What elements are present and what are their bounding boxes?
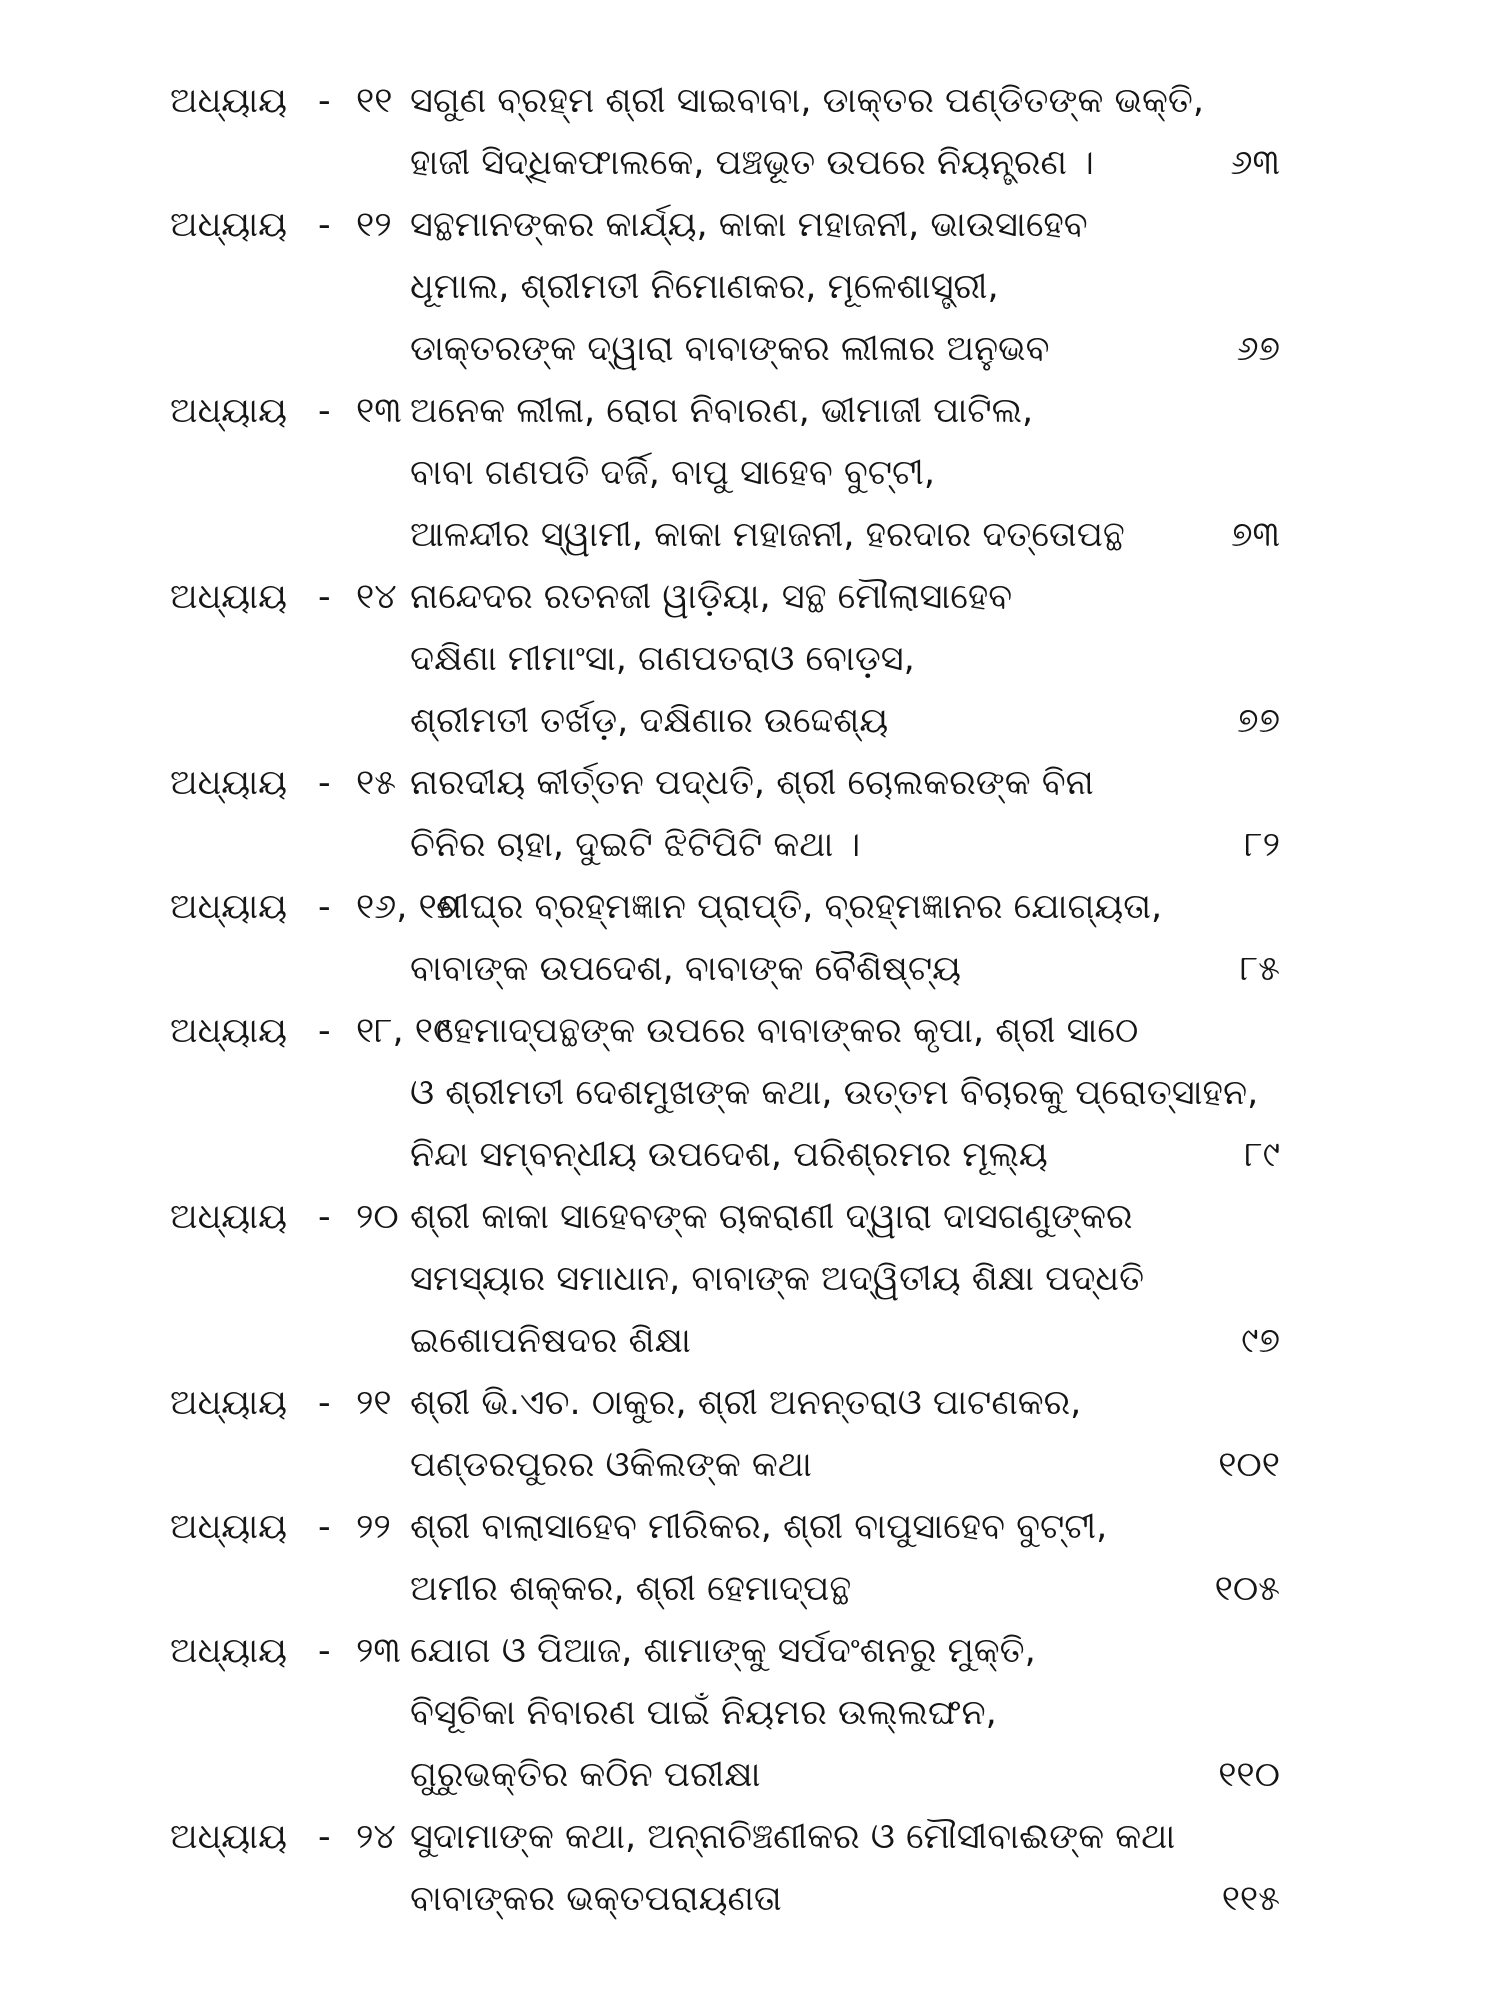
page-number: ୧୦୫: [1214, 1569, 1280, 1609]
page-number: ୬୩: [1230, 143, 1280, 183]
chapter-topics: [410, 1186, 1280, 1372]
chapter-label: [0, 380, 410, 566]
chapter-word: ଅଧ୍ୟାୟ: [170, 1507, 288, 1547]
chapter-entry: [0, 194, 1500, 380]
topic-line: ବାବାଙ୍କ ଉପଦେଶ, ବାବାଙ୍କ ବୈଶିଷ୍ଟ୍ୟ ୮୫: [410, 938, 1280, 1000]
chapter-topics: [410, 70, 1280, 194]
topic-line: ଚିନିର ଚାହା, ଦୁଇଟି ଝିଟିପିଟି କଥା । ୮୨: [410, 814, 1280, 876]
topic-line: ଶ୍ରୀମତୀ ତର୍ଖଡ଼, ଦକ୍ଷିଣାର ଉଦ୍ଦେଶ୍ୟ ୭୭: [410, 690, 1280, 752]
chapter-dash: -: [318, 1383, 331, 1423]
topic-line: ଯୋଗ ଓ ପିଆଜ, ଶାମାଙ୍କୁ ସର୍ପଦଂଶନରୁ ମୁକ୍ତି,: [410, 1631, 1036, 1671]
chapter-label: [0, 1000, 451, 1186]
topic-line: ଧୂମାଲ, ଶ୍ରୀମତୀ ନିମୋଣକର, ମୂଳେଶାସ୍ତ୍ରୀ,: [410, 267, 999, 307]
chapter-topics: [410, 1000, 1280, 1186]
topic-line: ଅମୀର ଶକ୍କର, ଶ୍ରୀ ହେମାଦ୍‌ପନ୍ଥ ୧୦୫: [410, 1558, 1280, 1620]
topic-line: ଡାକ୍ତରଙ୍କ ଦ୍ୱାରା ବାବାଙ୍କର ଲୀଳାର ଅନୁଭବ ୬୭: [410, 318, 1280, 380]
page-number: ୭୩: [1231, 515, 1280, 555]
chapter-dash: -: [318, 887, 331, 927]
chapter-word: ଅଧ୍ୟାୟ: [170, 1011, 288, 1051]
topic-line: ନାରଦୀୟ କୀର୍ତ୍ତନ ପଦ୍ଧତି, ଶ୍ରୀ ଚୋଲକରଙ୍କ ବିନା: [410, 763, 1094, 803]
chapter-number: ୧୧: [356, 81, 393, 121]
topic-line: ହାଜୀ ସିଦ୍ଧିକଫାଲକେ, ପଞ୍ଚଭୂତ ଉପରେ ନିୟନ୍ତ୍ରଣ । ୬୩: [410, 132, 1280, 194]
chapter-dash: -: [318, 763, 331, 803]
chapter-number: ୧୮, ୧୯: [356, 1011, 451, 1051]
chapter-entry: [0, 566, 1500, 752]
topic-line: ହେମାଦ୍‌ପନ୍ଥଙ୍କ ଉପରେ ବାବାଙ୍କର କୃପା, ଶ୍ରୀ ସାଠେ: [436, 1011, 1139, 1051]
page-number: ୮୯: [1244, 1135, 1280, 1175]
page-number: ୧୧୦: [1218, 1755, 1280, 1795]
topic-line: ଶ୍ରୀ ବାଲାସାହେବ ମୀରିକର, ଶ୍ରୀ ବାପୁସାହେବ ବୁଟ୍ଟୀ,: [410, 1507, 1108, 1547]
topic-line: ସଗୁଣ ବ୍ରହ୍ମ ଶ୍ରୀ ସାଇବାବା, ଡାକ୍ତର ପଣ୍ଡିତଙ୍କ ଭକ୍ତି,: [410, 81, 1204, 121]
topic-line: ବିସୂଚିକା ନିବାରଣ ପାଇଁ ନିୟମର ଉଲ୍ଲଙ୍ଘନ,: [410, 1693, 997, 1733]
chapter-label: [0, 1186, 410, 1372]
chapter-label: [0, 194, 410, 380]
chapter-entry: [0, 1000, 1500, 1186]
chapter-number: ୨୦: [356, 1197, 399, 1237]
chapter-number: ୧୨: [356, 205, 392, 245]
chapter-number: ୨୨: [356, 1507, 391, 1547]
topic-line: ସୁଦାମାଙ୍କ କଥା, ଅନ୍ନାଚିଞ୍ଚଣୀକର ଓ ମୌସୀବାଈଙ୍କ କଥା: [410, 1817, 1176, 1857]
chapter-topics: [410, 876, 1280, 1000]
chapter-entry: [0, 1372, 1500, 1496]
chapter-entry: [0, 876, 1500, 1000]
chapter-topics: [410, 566, 1280, 752]
chapter-dash: -: [318, 1631, 331, 1671]
chapter-topics: [410, 1806, 1280, 1930]
chapter-dash: -: [318, 205, 331, 245]
chapter-number: ୨୧: [356, 1383, 392, 1423]
topic-line: ସମସ୍ୟାର ସମାଧାନ, ବାବାଙ୍କ ଅଦ୍ୱିତୀୟ ଶିକ୍ଷା ପଦ୍ଧତି: [410, 1259, 1145, 1299]
chapter-entry: [0, 70, 1500, 194]
chapter-word: ଅଧ୍ୟାୟ: [170, 1197, 288, 1237]
topic-line: ଆଳନ୍ଦୀର ସ୍ୱାମୀ, କାକା ମହାଜନୀ, ହରଦାର ଦତ୍ତୋପନ୍ଥ ୭୩: [410, 504, 1280, 566]
chapter-label: [0, 70, 410, 194]
topic-line: ଶ୍ରୀ ଭି.ଏଚ. ଠାକୁର, ଶ୍ରୀ ଅନନ୍ତରାଓ ପାଟଣକର,: [410, 1383, 1082, 1423]
chapter-word: ଅଧ୍ୟାୟ: [170, 763, 288, 803]
page-number: ୮୫: [1239, 949, 1280, 989]
chapter-entry: [0, 752, 1500, 876]
topic-line: ଅନେକ ଲୀଳା, ରୋଗ ନିବାରଣ, ଭୀମାଜୀ ପାଟିଲ,: [410, 391, 1034, 431]
topic-line: ନିନ୍ଦା ସମ୍ବନ୍ଧୀୟ ଉପଦେଶ, ପରିଶ୍ରମର ମୂଲ୍ୟ ୮୯: [410, 1124, 1280, 1186]
chapter-entry: [0, 1806, 1500, 1930]
page-number: ୭୭: [1237, 701, 1280, 741]
chapter-label: [0, 1620, 410, 1806]
chapter-word: ଅଧ୍ୟାୟ: [170, 391, 288, 431]
chapter-topics: [410, 380, 1280, 566]
topic-line: ବାବାଙ୍କର ଭକ୍ତପରାୟଣତା ୧୧୫: [410, 1868, 1280, 1930]
chapter-label: [0, 876, 459, 1000]
chapter-word: ଅଧ୍ୟାୟ: [170, 205, 288, 245]
chapter-label: [0, 1806, 410, 1930]
chapter-topics: [410, 1620, 1280, 1806]
chapter-number: ୧୪: [356, 577, 397, 617]
topic-line: ଗୁରୁଭକ୍ତିର କଠିନ ପରୀକ୍ଷା ୧୧୦: [410, 1744, 1280, 1806]
chapter-entry: [0, 1496, 1500, 1620]
chapter-dash: -: [318, 1197, 331, 1237]
chapter-dash: -: [318, 81, 331, 121]
chapter-label: [0, 1496, 410, 1620]
chapter-number: ୧୬, ୧୭: [356, 887, 459, 927]
chapter-label: [0, 752, 410, 876]
chapter-entry: [0, 380, 1500, 566]
chapter-label: [0, 1372, 410, 1496]
topic-line: ନାନ୍ଦେଦର ରତନଜୀ ୱାଡ଼ିୟା, ସନ୍ଥ ମୌଲାସାହେବ: [410, 577, 1013, 617]
chapter-word: ଅଧ୍ୟାୟ: [170, 1631, 288, 1671]
chapter-number: ୧୫: [356, 763, 397, 803]
chapter-entry: [0, 1186, 1500, 1372]
chapter-dash: -: [318, 1507, 331, 1547]
chapter-dash: -: [318, 1011, 331, 1051]
topic-line: ଇଶୋପନିଷଦର ଶିକ୍ଷା ୯୭: [410, 1310, 1280, 1372]
page-number: ୬୭: [1236, 329, 1280, 369]
chapter-number: ୨୩: [356, 1631, 401, 1671]
chapter-word: ଅଧ୍ୟାୟ: [170, 81, 288, 121]
page-number: ୮୨: [1244, 825, 1280, 865]
chapter-dash: -: [318, 391, 331, 431]
topic-line: ବାବା ଗଣପତି ଦର୍ଜି, ବାପୁ ସାହେବ ବୁଟ୍ଟୀ,: [410, 453, 935, 493]
page-number: ୧୧୫: [1221, 1879, 1280, 1919]
chapter-number: ୧୩: [356, 391, 402, 431]
topic-line: ଶୀଘ୍ର ବ୍ରହ୍ମଜ୍ଞାନ ପ୍ରାପ୍ତି, ବ୍ରହ୍ମଜ୍ଞାନର ଯୋଗ୍ୟତା,: [436, 887, 1163, 927]
chapter-word: ଅଧ୍ୟାୟ: [170, 1383, 288, 1423]
chapter-dash: -: [318, 1817, 331, 1857]
chapter-topics: [410, 194, 1280, 380]
page-number: ୯୭: [1241, 1321, 1280, 1361]
chapter-word: ଅଧ୍ୟାୟ: [170, 887, 288, 927]
topic-line: ଶ୍ରୀ କାକା ସାହେବଙ୍କ ଚାକରାଣୀ ଦ୍ୱାରା ଦାସଗଣୁଙ୍କର: [410, 1197, 1133, 1237]
chapter-word: ଅଧ୍ୟାୟ: [170, 1817, 288, 1857]
chapter-number: ୨୪: [356, 1817, 396, 1857]
chapter-word: ଅଧ୍ୟାୟ: [170, 577, 288, 617]
chapter-topics: [410, 752, 1280, 876]
topic-line: ଓ ଶ୍ରୀମତୀ ଦେଶମୁଖଙ୍କ କଥା, ଉତ୍ତମ ବିଚାରକୁ ପ୍ରୋତ୍ସାହନ,: [410, 1073, 1259, 1113]
chapter-topics: [410, 1372, 1280, 1496]
topic-line: ପଣ୍ଡରପୁରର ଓକିଲଙ୍କ କଥା ୧୦୧: [410, 1434, 1280, 1496]
topic-line: ସନ୍ଥମାନଙ୍କର କାର୍ଯ୍ୟ, କାକା ମହାଜନୀ, ଭାଉସାହେବ: [410, 205, 1088, 245]
page-number: ୧୦୧: [1218, 1445, 1280, 1485]
chapter-topics: [410, 1496, 1280, 1620]
chapter-dash: -: [318, 577, 331, 617]
chapter-entry: [0, 1620, 1500, 1806]
topic-line: ଦକ୍ଷିଣା ମୀମାଂସା, ଗଣପତରାଓ ବୋଡ଼ସ,: [410, 639, 915, 679]
chapter-label: [0, 566, 410, 752]
